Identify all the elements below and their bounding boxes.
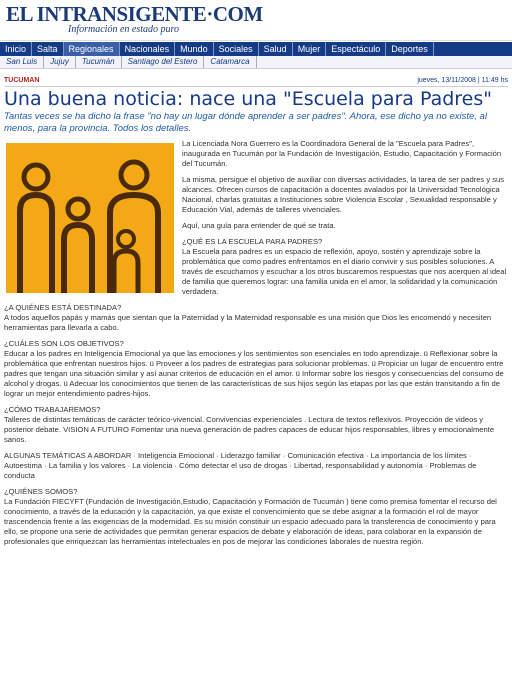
nav-item-salta[interactable]: Salta (32, 42, 64, 56)
nav-item-deportes[interactable]: Deportes (386, 42, 434, 56)
nav-item-inicio[interactable]: Inicio (0, 42, 32, 56)
subnav-item-jujuy[interactable]: Jujuy (44, 56, 76, 68)
paragraph-objective: La misma, persigue el objetivo de auxiliar con diversas actividades, la tarea de ser padres y sus alcances. Ofrecen cursos de capacitación a docentes avalados por la Universidad Tecnológica Nacional, charlas gratuitas a Instituciones sobre Violencia Escolar , Sexualidad responsable y Educación Vial, además de talleres vivenciales. (182, 175, 505, 214)
answer-who-we-are: La Fundación FIECYFT (Fundación de Investigación,Estudio, Capacitación y Formación de Tucumán ) tiene como premisa fomentar el recurso del conocimiento, a través de la educación y la capacitación, ya que existe el convencimiento que se debe asignar a la formación el rol de mayor trascendencia frente a las exigencias de la modernidad. Es su misión constituir un espacio adecuado para la transferencia de conocimiento y para ello, se propone una serie de actividades que permitan generar espacios de debate y elaboración de ideas, para colaborar en la expansión de profesionales que enriquezcan las herramientas intelectuales en pos de mejorar las condiciones laborales de nuestra región. (4, 497, 497, 546)
article-body (4, 139, 508, 547)
article-title: Una buena noticia: nace una "Escuela para Padres" (4, 88, 492, 110)
answer-what-is: La Escuela para padres es un espacio de reflexión, apoyo, sostén y aprendizaje sobre la problemática que como padres enfrentamos en el diario convivir y sus posibles soluciones. A través de escucharnos y escuchar a los otros buscaremos respuestas que nos acerquen al ideal de familia que queremos lograr: una familia unida en el amor, la solidaridad y la comunicación verdadera. (182, 247, 507, 296)
nav-item-espectaculo[interactable]: Espectáculo (326, 42, 386, 56)
site-tagline: Información en estado puro (68, 24, 180, 35)
question-objectives: ¿CUÁLES SON LOS OBJETIVOS? (4, 339, 124, 348)
nav-item-sociales[interactable]: Sociales (214, 42, 259, 56)
question-who-for: ¿A QUIÉNES ESTÁ DESTINADA? (4, 303, 122, 312)
subnav-item-san-luis[interactable]: San Luis (0, 56, 44, 68)
paragraph-guide: Aquí, una guía para entender de qué se trata. (182, 221, 336, 230)
sub-nav (0, 56, 512, 69)
nav-item-mujer[interactable]: Mujer (293, 42, 327, 56)
subnav-item-catamarca[interactable]: Catamarca (204, 56, 256, 68)
subnav-item-tucuman[interactable]: Tucumán (76, 56, 122, 68)
answer-how: Talleres de distintas temáticas de carácter teórico-vivencial. Convivencias experienciales . Lectura de textos reflexivos. Proyección de videos y posterior debate. VISION A FUTURO Fomentar una nueva generación de padres capaces de educar hijos responsables, libres y emocionalmente sanos. (4, 415, 495, 444)
section-label: TUCUMAN (4, 76, 40, 84)
subnav-item-santiago[interactable]: Santiago del Estero (122, 56, 205, 68)
nav-item-regionales[interactable]: Regionales (64, 42, 120, 56)
article-subtitle: Tantas veces se ha dicho la frase "no hay un lugar dónde aprender a ser padres". Ahora, ese dicho ya no existe, al menos, para la provincia. Todos los detalles. (4, 111, 487, 134)
main-nav (0, 42, 512, 56)
answer-who-for: A todos aquellos papás y mamás que sientan que la Paternidad y la Maternidad responsable es una misión que Dios les encomendó y necesiten herramientas para llevarla a cabo. (4, 313, 492, 332)
site-logo[interactable]: EL INTRANSIGENTE·COM (6, 2, 263, 26)
question-who-we-are: ¿QUIÉNES SOMOS? (4, 487, 78, 496)
family-illustration (6, 143, 174, 293)
question-what-is: ¿QUÉ ES LA ESCUELA PARA PADRES? (182, 237, 323, 246)
question-how: ¿CÓMO TRABAJAREMOS? (4, 405, 101, 414)
paragraph-intro: La Licenciada Nora Guerrero es la Coordinadora General de la "Escuela para Padres", inaugurada en Tucumán por la Fundación de Investigación, Estudio, Capacitación y Formación del Tucumán. (182, 139, 502, 168)
topics-list: ALGUNAS TEMÁTICAS A ABORDAR · Inteligencia Emocional · Liderazgo familiar · Comunicación efectiva · La importancia de los límites · Autoestima · La familia y los valores · La violencia · Cómo detectar el uso de drogas · Libertad, responsabilidad y autonomía · Problemas de conducta (4, 451, 477, 480)
article-date: jueves, 13/11/2008 | 11:49 hs (417, 76, 508, 84)
nav-item-salud[interactable]: Salud (259, 42, 293, 56)
article-meta (4, 74, 508, 87)
masthead (0, 0, 512, 41)
family-silhouette-icon (6, 143, 174, 293)
nav-item-mundo[interactable]: Mundo (175, 42, 214, 56)
answer-objectives: Educar a los padres en Inteligencia Emocional ya que las emociones y los sentimientos son esenciales en todo aprendizaje. ü Reflexionar sobre la problemática que enfrentan nuestros hijos. ü Proveer a los padres de estrategias para solucionar problemas. ü Propiciar un lugar de encuentro entre padres que tengan una situación similar y así aunar criterios de educación en el amor. ü Informar sobre los riesgos y consecuencias del consumo de alcohol y drogas. ü Adecuar los conocimientos que tienen de las características de sus hijos según las etapas por las que están transitando a fin de lograr un mejor entendimiento padres-hijos. (4, 349, 504, 398)
nav-item-nacionales[interactable]: Nacionales (120, 42, 176, 56)
